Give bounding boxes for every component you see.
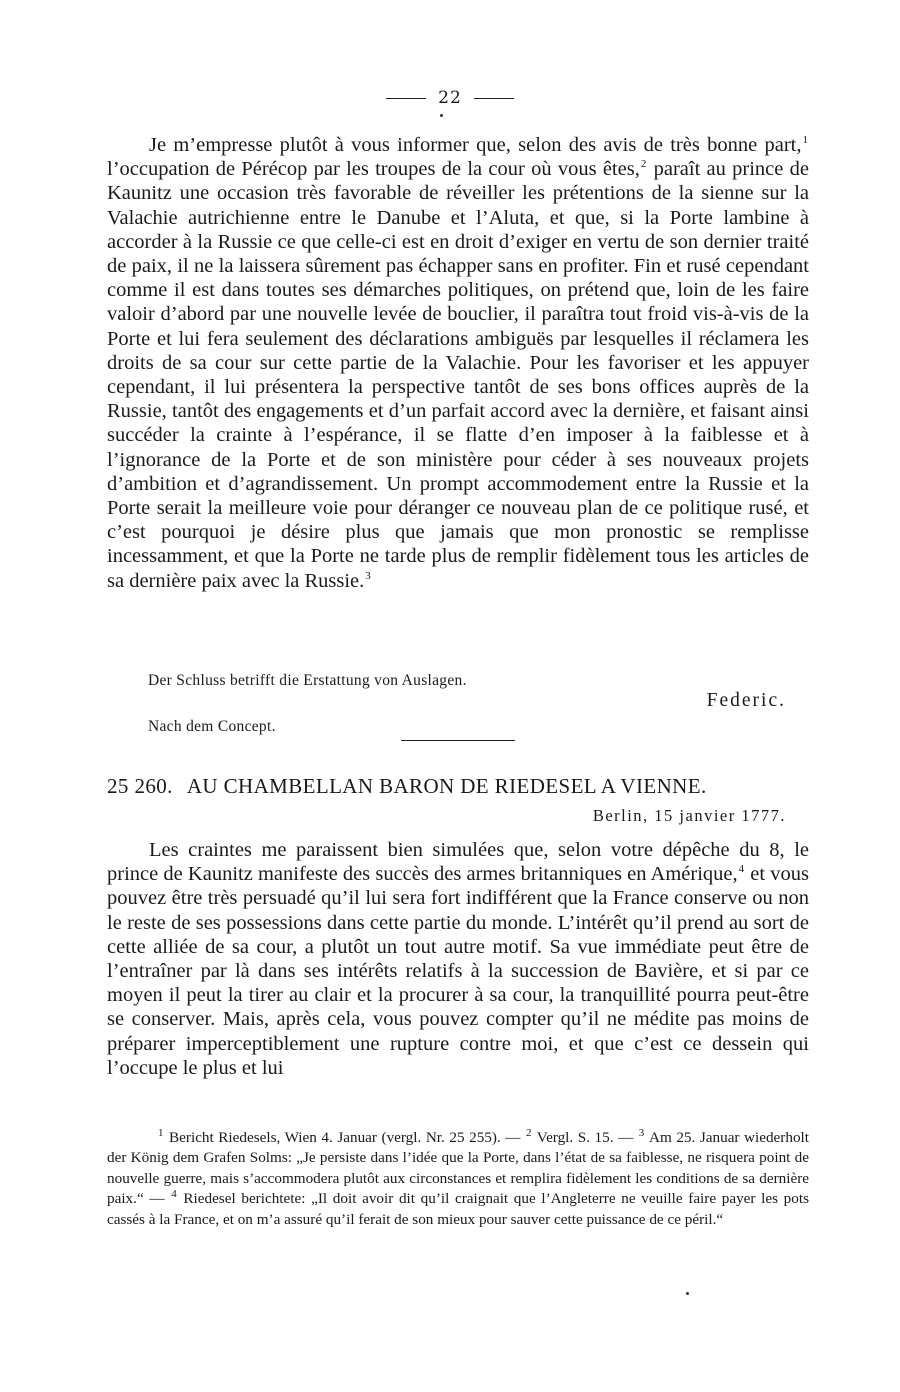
letter-title: AU CHAMBELLAN BARON DE RIEDESEL A VIENNE. — [186, 774, 707, 798]
footnotes — [107, 1128, 809, 1230]
letter-number: 25 260. — [107, 774, 173, 798]
letter-two-body — [107, 838, 809, 1080]
letter-one-paragraph: Je m’empresse plutôt à vous informer que, selon des avis de très bonne part,$^1$ l’occupation de Pérécop par les troupes de la cour où vous êtes,$^2$ paraît au prince de Kaunitz une occasion très favorable de réveiller les prétentions de la sienne sur la Valachie autrichienne entre le Danube et l’Aluta, et que, si la Porte lambine à accorder à la Russie ce que celle-ci est en droit d’exiger en vertu de son dernier traité de paix, il ne la laissera sûrement pas échapper sans en profiter. Fin et rusé cependant comme il est dans toutes ses démarches politiques, on prétend que, loin de les faire valoir d’abord par une nouvelle levée de bouclier, il paraîtra tout froid vis-à-vis de la Porte et lui fera seulement des déclarations ambiguës par lesquelles il réclamera les droits de sa cour sur cette partie de la Valachie. Pour les favoriser et les appuyer cependant, il lui présentera la perspective tantôt de ses bons offices auprès de la Russie, tantôt des engagements et d’un parfait accord avec la dernière, et faisant ainsi succéder la crainte à l’espérance, il se flatte d’en imposer à la faiblesse et à l’ignorance de la Porte et de son ministère pour céder à ses nouveaux projets d’ambition et d’agrandissement. Un prompt accommodement entre la Russie et la Porte serait la meilleure voie pour déranger ce nouveau plan de ce politique rusé, et c’est pourquoi je désire plus que jamais que mon pronostic se remplisse incessamment, et que la Porte ne tarde plus de remplir fidèlement tous les articles de sa dernière paix avec la Russie.$^3$ — [107, 134, 809, 592]
footnote-text: $^1$ Bericht Riedesels, Wien 4. Januar (vergl. Nr. 25 255). — $^2$ Vergl. S. 15. — $^3$ Am 25. Januar wiederholt der König dem Grafen Solms: „Je persiste dans l’idée que la Porte, dans l’état de sa faiblesse, ne risquera point de nouvelle guerre, mais s’accommodera plutôt aux circonstances et remplira fidèlement les conditions de sa dernière paix.“ — $^4$ Riedesel berichtete: „Il doit avoir dit qu’il craignait que l’Angleterre ne veuille faire payer les pots cassés à la France, et on m’a assuré qu’il ferait de son mieux pour sauver cette puissance de ce péril.“ — [107, 1126, 809, 1228]
print-speck — [686, 1292, 689, 1295]
footnote-ref: 2 — [640, 158, 647, 171]
signature: Federic. — [706, 690, 786, 711]
page-number: 22 — [438, 88, 462, 108]
footnote-ref: 1 — [802, 134, 808, 147]
letter-two-paragraph: Les craintes me paraissent bien simulées que, selon votre dépêche du 8, le prince de Kaunitz manifeste des succès des armes britanniques en Amérique,$^4$ et vous pouvez être très persuadé qu’il lui sera fort indifférent que la France conserve ou non le reste de ses possessions dans cette partie du monde. L’intérêt qu’il prend au sort de cette alliée de sa cour, a plutôt un tout autre motif. Sa vue immédiate peut être de l’entraîner par là dans ses intérêts relatifs à la succession de Bavière, et si par ce moyen il peut la tirer au clair et la procurer à sa cour, la tranquillité pourra peut-être se conserver. Mais, après cela, vous pouvez compter qu’il ne médite pas moins de préparer imperceptiblement une rupture contre moi, et que c’est ce dessein qui l’occupe le plus et lui — [107, 839, 809, 1079]
closing-note: Der Schluss betrifft die Erstattung von Auslagen. — [148, 672, 467, 689]
footnote-ref: 4 — [738, 863, 745, 876]
source-note: Nach dem Concept. — [148, 718, 276, 735]
letter-heading — [107, 774, 809, 799]
header-dash-right — [474, 98, 514, 99]
section-divider — [401, 740, 515, 741]
print-speck — [440, 114, 443, 117]
letter-one-body — [107, 133, 809, 593]
page-header — [0, 88, 900, 108]
dateline: Berlin, 15 janvier 1777. — [592, 806, 786, 825]
header-dash-left — [386, 98, 426, 99]
footnote-ref: 3 — [365, 569, 371, 582]
